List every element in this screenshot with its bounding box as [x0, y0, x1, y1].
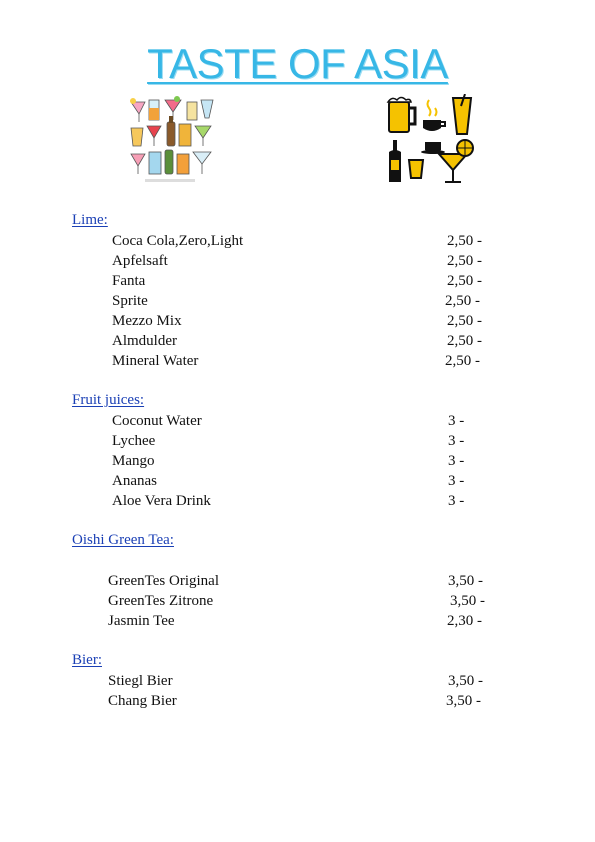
drinks-icons-image [385, 94, 477, 186]
item-price: 3 - [448, 433, 465, 449]
item-name: Apfelsaft [112, 253, 168, 269]
item-price: 3,50 - [446, 693, 481, 709]
item-name: Sprite [112, 293, 148, 309]
item-name: Coca Cola,Zero,Light [112, 233, 244, 249]
item-name: Coconut Water [112, 413, 202, 429]
item-price: 2,50 - [447, 313, 482, 329]
item-price: 2,30 - [447, 613, 482, 629]
item-price: 3,50 - [450, 593, 485, 609]
item-price: 2,50 - [447, 233, 482, 249]
item-name: Mezzo Mix [112, 313, 182, 329]
section-heading-fruit-juices: Fruit juices: [72, 392, 145, 408]
item-price: 3 - [448, 453, 465, 469]
item-price: 2,50 - [447, 253, 482, 269]
menu-title: TASTE OF ASIA [147, 40, 448, 87]
item-price: 3,50 - [448, 673, 483, 689]
item-name: Stiegl Bier [108, 673, 173, 689]
item-name: Jasmin Tee [108, 613, 175, 629]
item-price: 3,50 - [448, 573, 483, 589]
item-price: 3 - [448, 473, 465, 489]
item-name: GreenTes Zitrone [108, 593, 214, 609]
item-price: 3 - [448, 413, 465, 429]
item-price: 2,50 - [445, 353, 480, 369]
item-name: Ananas [112, 473, 157, 489]
item-name: Lychee [112, 433, 156, 449]
section-heading-lime: Lime: [72, 212, 108, 228]
item-name: Aloe Vera Drink [112, 493, 211, 509]
section-heading-oishi-green-tea: Oishi Green Tea: [72, 532, 174, 548]
item-name: Almdulder [112, 333, 177, 349]
section-heading-bier: Bier: [72, 652, 102, 668]
item-price: 3 - [448, 493, 465, 509]
item-name: Fanta [112, 273, 146, 289]
item-name: GreenTes Original [108, 573, 219, 589]
item-price: 2,50 - [447, 273, 482, 289]
item-price: 2,50 - [445, 293, 480, 309]
item-name: Chang Bier [108, 693, 177, 709]
item-name: Mango [112, 453, 155, 469]
item-price: 2,50 - [447, 333, 482, 349]
cocktails-collage-image [125, 94, 217, 186]
item-name: Mineral Water [112, 353, 199, 369]
